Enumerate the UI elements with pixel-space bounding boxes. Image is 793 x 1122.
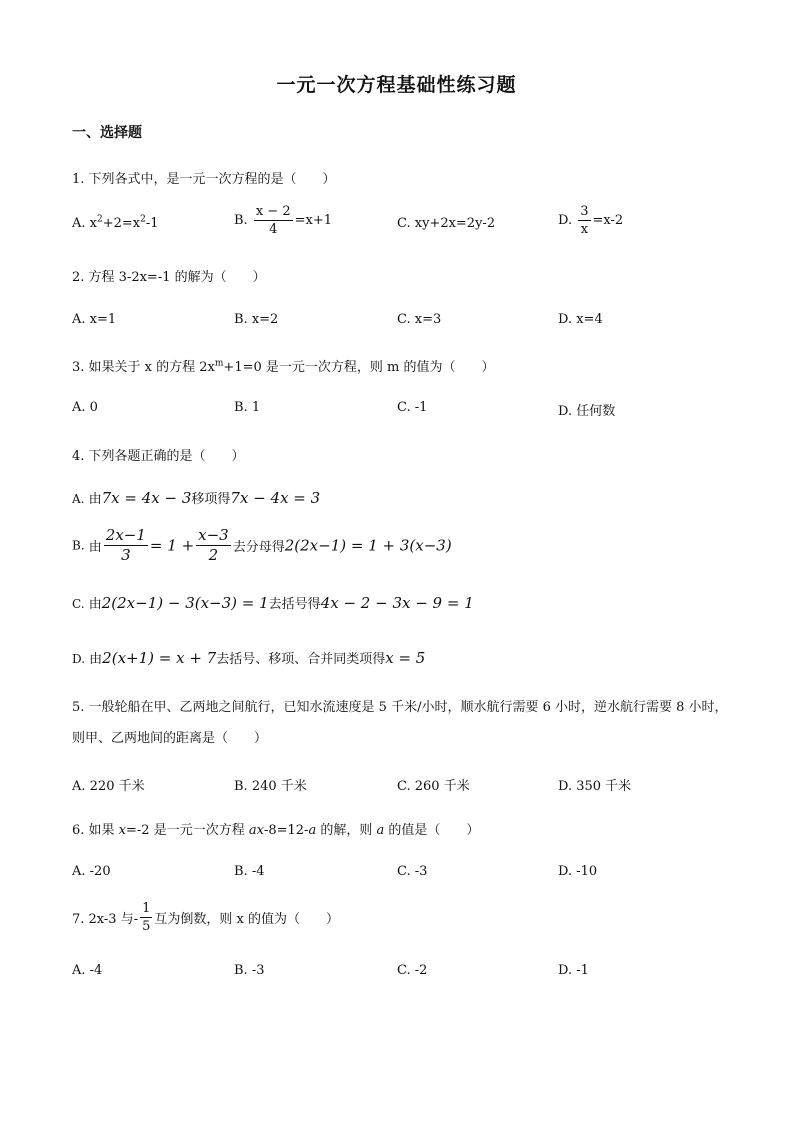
question-3-option-b: B. 1 xyxy=(234,400,261,415)
question-6-option-d: D. -10 xyxy=(558,864,598,879)
question-7-option-c: C. -2 xyxy=(397,963,428,978)
question-6-option-a: A. -20 xyxy=(72,864,111,879)
question-1-option-c: C. xy+2x=2y-2 xyxy=(397,216,496,231)
question-1-option-a: A. $x^2+2=x^2-1$ xyxy=(72,214,159,231)
question-2-option-b: B. x=2 xyxy=(234,312,279,327)
question-4-option-d: D. 由2(x+1) = x + 7去括号、移项、合并同类项得x = 5 xyxy=(72,649,426,667)
page-title: 一元一次方程基础性练习题 xyxy=(276,74,517,96)
question-4-stem: 4. 下列各题正确的是（ ） xyxy=(72,449,245,464)
question-7-option-d: D. -1 xyxy=(558,963,589,978)
question-7-stem: 7. 2x-3 与- $\frac{1}{5}$ 互为倒数，则 x 的值为（ ） xyxy=(72,901,339,934)
question-6-option-b: B. -4 xyxy=(234,864,265,879)
question-5-stem: 5. 一般轮船在甲、乙两地之间航行，已知水流速度是 5 千米/小时，顺水航行需要 6 小时，逆水航行需要 8 小时，则甲、乙两地间的距离是（ ） xyxy=(72,700,728,746)
question-5-option-a: A. 220 千米 xyxy=(72,779,145,794)
question-2-option-a: A. x=1 xyxy=(72,312,117,327)
section-heading: 一、选择题 xyxy=(72,125,142,141)
question-2-option-d: D. x=4 xyxy=(558,312,603,327)
question-4-option-a: A. 由7x = 4x − 3移项得7x − 4x = 3 xyxy=(72,489,321,507)
question-6-option-c: C. -3 xyxy=(397,864,428,879)
question-7-option-a: A. -4 xyxy=(72,963,103,978)
question-4-option-b: B. 由 $\frac{2x-1}{3}$ = 1 + $\frac{x-3}{2}$ 去分母得2(2x−1) = 1 + 3(x−3) xyxy=(72,526,452,564)
question-3-stem: 3. 如果关于 x 的方程 $2x^m+1=0$ 是一元一次方程，则 m 的值为（ ） xyxy=(72,358,495,375)
question-3-option-d: D. 任何数 xyxy=(558,404,616,419)
question-5-option-d: D. 350 千米 xyxy=(558,779,632,794)
question-2-option-c: C. x=3 xyxy=(397,312,442,327)
question-7-option-b: B. -3 xyxy=(234,963,265,978)
question-1-option-d: D. $\frac{3}{x}$ =x-2 xyxy=(558,204,624,237)
question-5-option-b: B. 240 千米 xyxy=(234,779,307,794)
question-2-stem: 2. 方程 3-2x=-1 的解为（ ） xyxy=(72,270,266,285)
question-6-stem: 6. 如果 x=-2 是一元一次方程 ax-8=12-a 的解，则 a 的值是（ ） xyxy=(72,823,480,838)
question-3-option-c: C. -1 xyxy=(397,400,428,415)
question-5-option-c: C. 260 千米 xyxy=(397,779,470,794)
question-1-option-b: B. $\frac{x - 2}{4}$ =x+1 xyxy=(234,204,332,237)
question-1-stem: 1. 下列各式中，是一元一次方程的是（ ） xyxy=(72,172,336,187)
question-4-option-c: C. 由2(2x−1) − 3(x−3) = 1去括号得4x − 2 − 3x − 9 = 1 xyxy=(72,594,474,612)
question-3-option-a: A. 0 xyxy=(72,400,98,415)
